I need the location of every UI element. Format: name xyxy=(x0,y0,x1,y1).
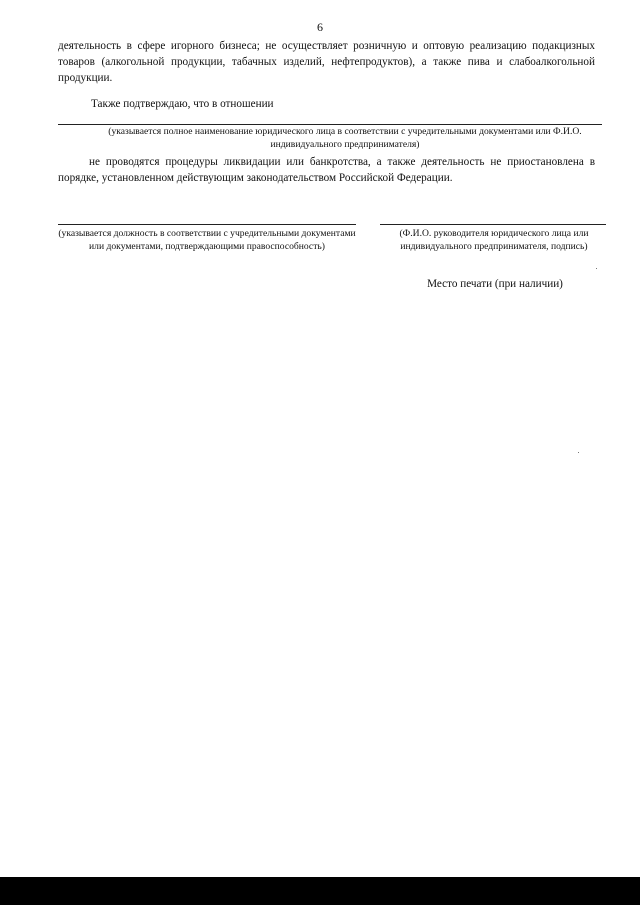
paragraph-no-liquidation: не проводятся процедуры ликвидации или банкротства, а также деятельность не приостановлена в порядке, установленном действующим законодательством Российской Федерации. xyxy=(58,156,595,184)
signature-caption: (Ф.И.О. руководителя юридического лица или индивидуального предпринимателя, подпись) xyxy=(399,228,589,252)
position-line xyxy=(58,224,356,225)
organization-name-caption: (указывается полное наименование юридического лица в соответствии с учредительными документами или Ф.И.О. индивидуального предпринимателя) xyxy=(108,126,582,150)
scan-border-bottom xyxy=(0,877,640,905)
scan-speck xyxy=(578,452,579,453)
page-number: 6 xyxy=(317,20,323,34)
position-caption: (указывается должность в соответствии с учредительными документами или документами, подтверждающими правоспособность) xyxy=(58,228,356,252)
paragraph-business-activity: деятельность в сфере игорного бизнеса; не осуществляет розничную и оптовую реализацию подакцизных товаров (алкогольной продукции, табачных изделий, нефтепродуктов), а также пива и слабоалкогольной продукции. xyxy=(58,40,595,84)
scan-speck xyxy=(596,268,597,269)
organization-name-line xyxy=(58,124,602,125)
paragraph-confirmation: Также подтверждаю, что в отношении xyxy=(91,98,274,110)
signature-line xyxy=(380,224,606,225)
stamp-place-label: Место печати (при наличии) xyxy=(427,278,563,290)
